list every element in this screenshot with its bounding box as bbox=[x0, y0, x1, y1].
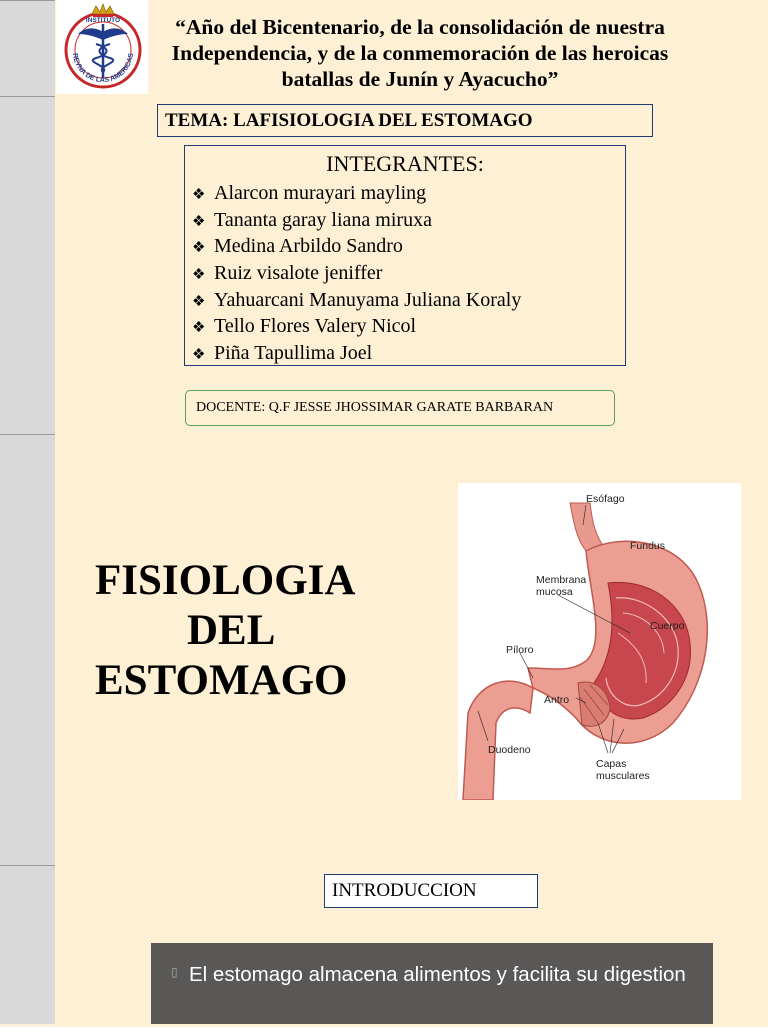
list-item bbox=[192, 313, 521, 340]
label-esofago: Esófago bbox=[586, 493, 625, 505]
integrantes-title: INTEGRANTES: bbox=[326, 151, 484, 176]
label-duodeno: Duodeno bbox=[488, 744, 531, 756]
bicentennial-heading: “Año del Bicentenario, de la consolidación de nuestra Independencia, y de la conmemoración de las heroicas batallas de Junín y Ayacucho” bbox=[171, 15, 669, 91]
label-fundus: Fundus bbox=[630, 540, 666, 552]
intro-paragraph: El estomago almacena alimentos y facilita su digestion bbox=[189, 963, 686, 986]
diamond-bullet-icon: ❖ bbox=[192, 267, 206, 284]
label-membrana: Membrana bbox=[536, 574, 587, 586]
list-item bbox=[192, 340, 521, 367]
main-title-line: ESTOMAGO bbox=[95, 657, 348, 704]
main-title-line: DEL bbox=[187, 607, 276, 654]
label-mucosa: mucosa bbox=[536, 586, 573, 598]
sidebar-segment bbox=[0, 0, 55, 97]
member-name: Medina Arbildo Sandro bbox=[214, 235, 403, 258]
member-name: Yahuarcani Manuyama Juliana Koraly bbox=[214, 288, 522, 311]
diamond-bullet-icon: ❖ bbox=[192, 320, 206, 337]
diamond-bullet-icon: ❖ bbox=[192, 187, 206, 203]
diamond-bullet-icon: ❖ bbox=[192, 293, 206, 310]
institute-logo bbox=[56, 0, 148, 94]
stomach-illustration bbox=[458, 483, 741, 800]
list-item bbox=[192, 287, 521, 314]
sidebar-segment bbox=[0, 434, 55, 866]
members-list bbox=[192, 180, 521, 367]
introduccion-box: INTRODUCCION bbox=[324, 874, 538, 908]
diamond-bullet-icon: ❖ bbox=[192, 240, 206, 257]
member-name: Piña Tapullima Joel bbox=[214, 342, 373, 365]
label-capas: Capas bbox=[596, 758, 627, 770]
left-sidebar-strip bbox=[0, 0, 55, 1024]
list-item bbox=[192, 180, 521, 207]
list-item bbox=[192, 207, 521, 234]
bottom-text-bar bbox=[151, 943, 713, 1024]
label-musculares: musculares bbox=[596, 770, 650, 782]
docente-box: DOCENTE: Q.F JESSE JHOSSIMAR GARATE BARBARAN bbox=[185, 390, 615, 426]
member-name: Tello Flores Valery Nicol bbox=[214, 315, 417, 338]
list-item bbox=[192, 260, 521, 287]
sidebar-segment bbox=[0, 96, 55, 435]
label-piloro: Píloro bbox=[506, 644, 534, 656]
diamond-bullet-icon: ❖ bbox=[192, 347, 206, 364]
tema-box: TEMA: LAFISIOLOGIA DEL ESTOMAGO bbox=[157, 104, 653, 137]
caduceus-emblem-icon bbox=[56, 0, 148, 94]
logo-top-text: INSTITUTO bbox=[85, 17, 121, 24]
square-bullet-icon: ▯ bbox=[171, 965, 178, 979]
stomach-diagram bbox=[458, 483, 741, 800]
label-antro: Antro bbox=[544, 694, 570, 706]
main-title-line: FISIOLOGIA bbox=[95, 557, 356, 604]
integrantes-box bbox=[184, 145, 626, 366]
main-title bbox=[95, 556, 355, 706]
member-name: Alarcon murayari mayling bbox=[214, 182, 427, 204]
list-item bbox=[192, 233, 521, 260]
member-name: Tananta garay liana miruxa bbox=[214, 208, 432, 231]
diamond-bullet-icon: ❖ bbox=[192, 213, 206, 230]
sidebar-segment bbox=[0, 865, 55, 1027]
logo-ring-text: REYNA DE LAS AMERICAS bbox=[70, 52, 136, 85]
member-name: Ruiz visalote jeniffer bbox=[214, 262, 383, 285]
label-cuerpo: Cuerpo bbox=[650, 620, 685, 632]
